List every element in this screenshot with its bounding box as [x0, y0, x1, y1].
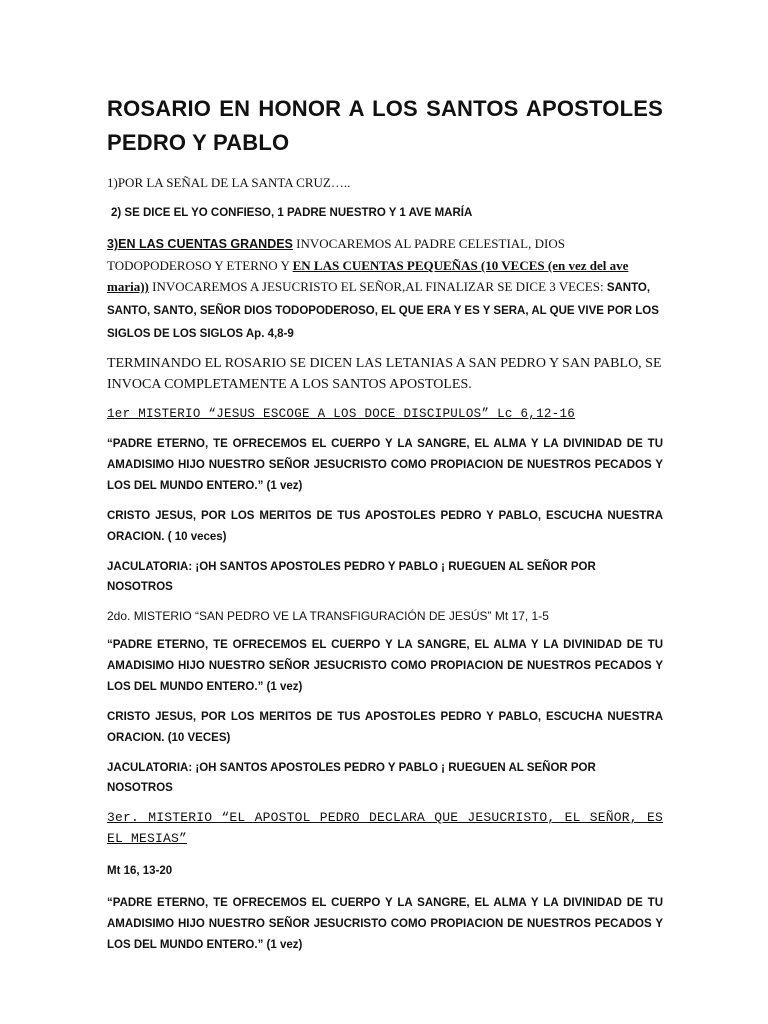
document-content	[107, 92, 663, 965]
mystery-2-invocation-count: (10 VECES)	[164, 732, 231, 744]
mystery-3-prayer	[107, 893, 663, 956]
mystery-1-prayer-count: (1 vez)	[263, 480, 303, 492]
mystery-2-prayer	[107, 635, 663, 698]
mystery-1-title: 1er MISTERIO “JESUS ESCOGE A LOS DOCE DISCIPULOS”	[107, 407, 490, 421]
intro-step-3-text-a: INVOCAREMOS AL PADRE CELESTIAL, DIOS TODOPODEROSO Y ETERNO Y	[107, 236, 565, 273]
document-title	[107, 92, 663, 160]
mystery-2-ref: Mt 17, 1-5	[491, 609, 549, 623]
intro-step-3	[107, 233, 663, 345]
intro-step-3-big-beads: 3)EN LAS CUENTAS GRANDES	[107, 237, 293, 251]
mystery-3-title: 3er. MISTERIO “EL APOSTOL PEDRO DECLARA QUE JESUCRISTO, EL SEÑOR, ES EL MESIAS”	[107, 810, 663, 846]
mystery-1-invocation-text: CRISTO JESUS, POR LOS MERITOS DE TUS APOSTOLES PEDRO Y PABLO, ESCUCHA NUESTRA ORACION.	[107, 510, 663, 543]
mystery-1-jaculatoria: JACULATORIA: ¡OH SANTOS APOSTOLES PEDRO Y PABLO ¡ RUEGUEN AL SEÑOR POR NOSOTROS	[107, 561, 596, 593]
mystery-3-prayer-text: “PADRE ETERNO, TE OFRECEMOS EL CUERPO Y LA SANGRE, EL ALMA Y LA DIVINIDAD DE TU AMADISIMO HIJO NUESTRO SEÑOR JESUCRISTO COMO PROPIACION DE NUESTROS PECADOS Y LOS DEL MUNDO ENTERO.”	[107, 897, 663, 951]
mystery-2-heading	[107, 606, 663, 626]
mystery-1-prayer-text: “PADRE ETERNO, TE OFRECEMOS EL CUERPO Y LA SANGRE, EL ALMA Y LA DIVINIDAD DE TU AMADISIMO HIJO NUESTRO SEÑOR JESUCRISTO COMO PROPIACION DE NUESTROS PECADOS Y LOS DEL MUNDO ENTERO.”	[107, 438, 663, 492]
intro-step-4: TERMINANDO EL ROSARIO SE DICEN LAS LETANIAS A SAN PEDRO Y SAN PABLO, SE INVOCA COMPLETAMENTE A LOS SANTOS APOSTOLES.	[107, 356, 662, 392]
intro-step-2: 2) SE DICE EL YO CONFIESO, 1 PADRE NUESTRO Y 1 AVE MARÍA	[111, 207, 473, 219]
mystery-1-invocation	[107, 506, 663, 548]
title-line-2: PEDRO Y PABLO	[107, 130, 290, 155]
mystery-1-prayer	[107, 434, 663, 497]
mystery-2-prayer-text: “PADRE ETERNO, TE OFRECEMOS EL CUERPO Y LA SANGRE, EL ALMA Y LA DIVINIDAD DE TU AMADISIMO HIJO NUESTRO SEÑOR JESUCRISTO COMO PROPIACION DE NUESTROS PECADOS Y LOS DEL MUNDO ENTERO.”	[107, 639, 663, 693]
mystery-1-ref: Lc 6,12-16	[489, 407, 576, 421]
mystery-2-title: 2do. MISTERIO “SAN PEDRO VE LA TRANSFIGURACIÓN DE JESÚS”	[107, 609, 492, 623]
mystery-2-jaculatoria: JACULATORIA: ¡OH SANTOS APOSTOLES PEDRO Y PABLO ¡ RUEGUEN AL SEÑOR POR NOSOTROS	[107, 762, 596, 794]
mystery-2-invocation-text: CRISTO JESUS, POR LOS MERITOS DE TUS APOSTOLES PEDRO Y PABLO, ESCUCHA NUESTRA ORACION.	[107, 711, 663, 744]
intro-step-1: 1)POR LA SEÑAL DE LA SANTA CRUZ…..	[107, 175, 351, 190]
title-line-1: ROSARIO EN HONOR A LOS SANTOS APOSTOLES	[107, 96, 663, 121]
intro-step-3-small-beads: EN LAS CUENTAS PEQUEÑAS (10 VECES (en vez del ave maria))	[107, 258, 629, 294]
intro-step-3-text-b: INVOCAREMOS A JESUCRISTO EL SEÑOR,AL FINALIZAR SE DICE 3 VECES:	[148, 279, 607, 294]
intro-step-3-santo: SANTO, SANTO, SANTO, SEÑOR DIOS TODOPODEROSO, EL QUE ERA Y ES Y SERA, AL QUE VIVE POR LOS SIGLOS DE LOS SIGLOS Ap. 4,8-9	[107, 282, 659, 340]
mystery-1-invocation-count: ( 10 veces)	[164, 531, 227, 543]
mystery-2-prayer-count: (1 vez)	[263, 681, 303, 693]
mystery-3-ref: Mt 16, 13-20	[107, 865, 173, 877]
mystery-1-heading	[107, 403, 663, 424]
mystery-3-prayer-count: (1 vez)	[263, 939, 303, 951]
mystery-2-invocation	[107, 707, 663, 749]
